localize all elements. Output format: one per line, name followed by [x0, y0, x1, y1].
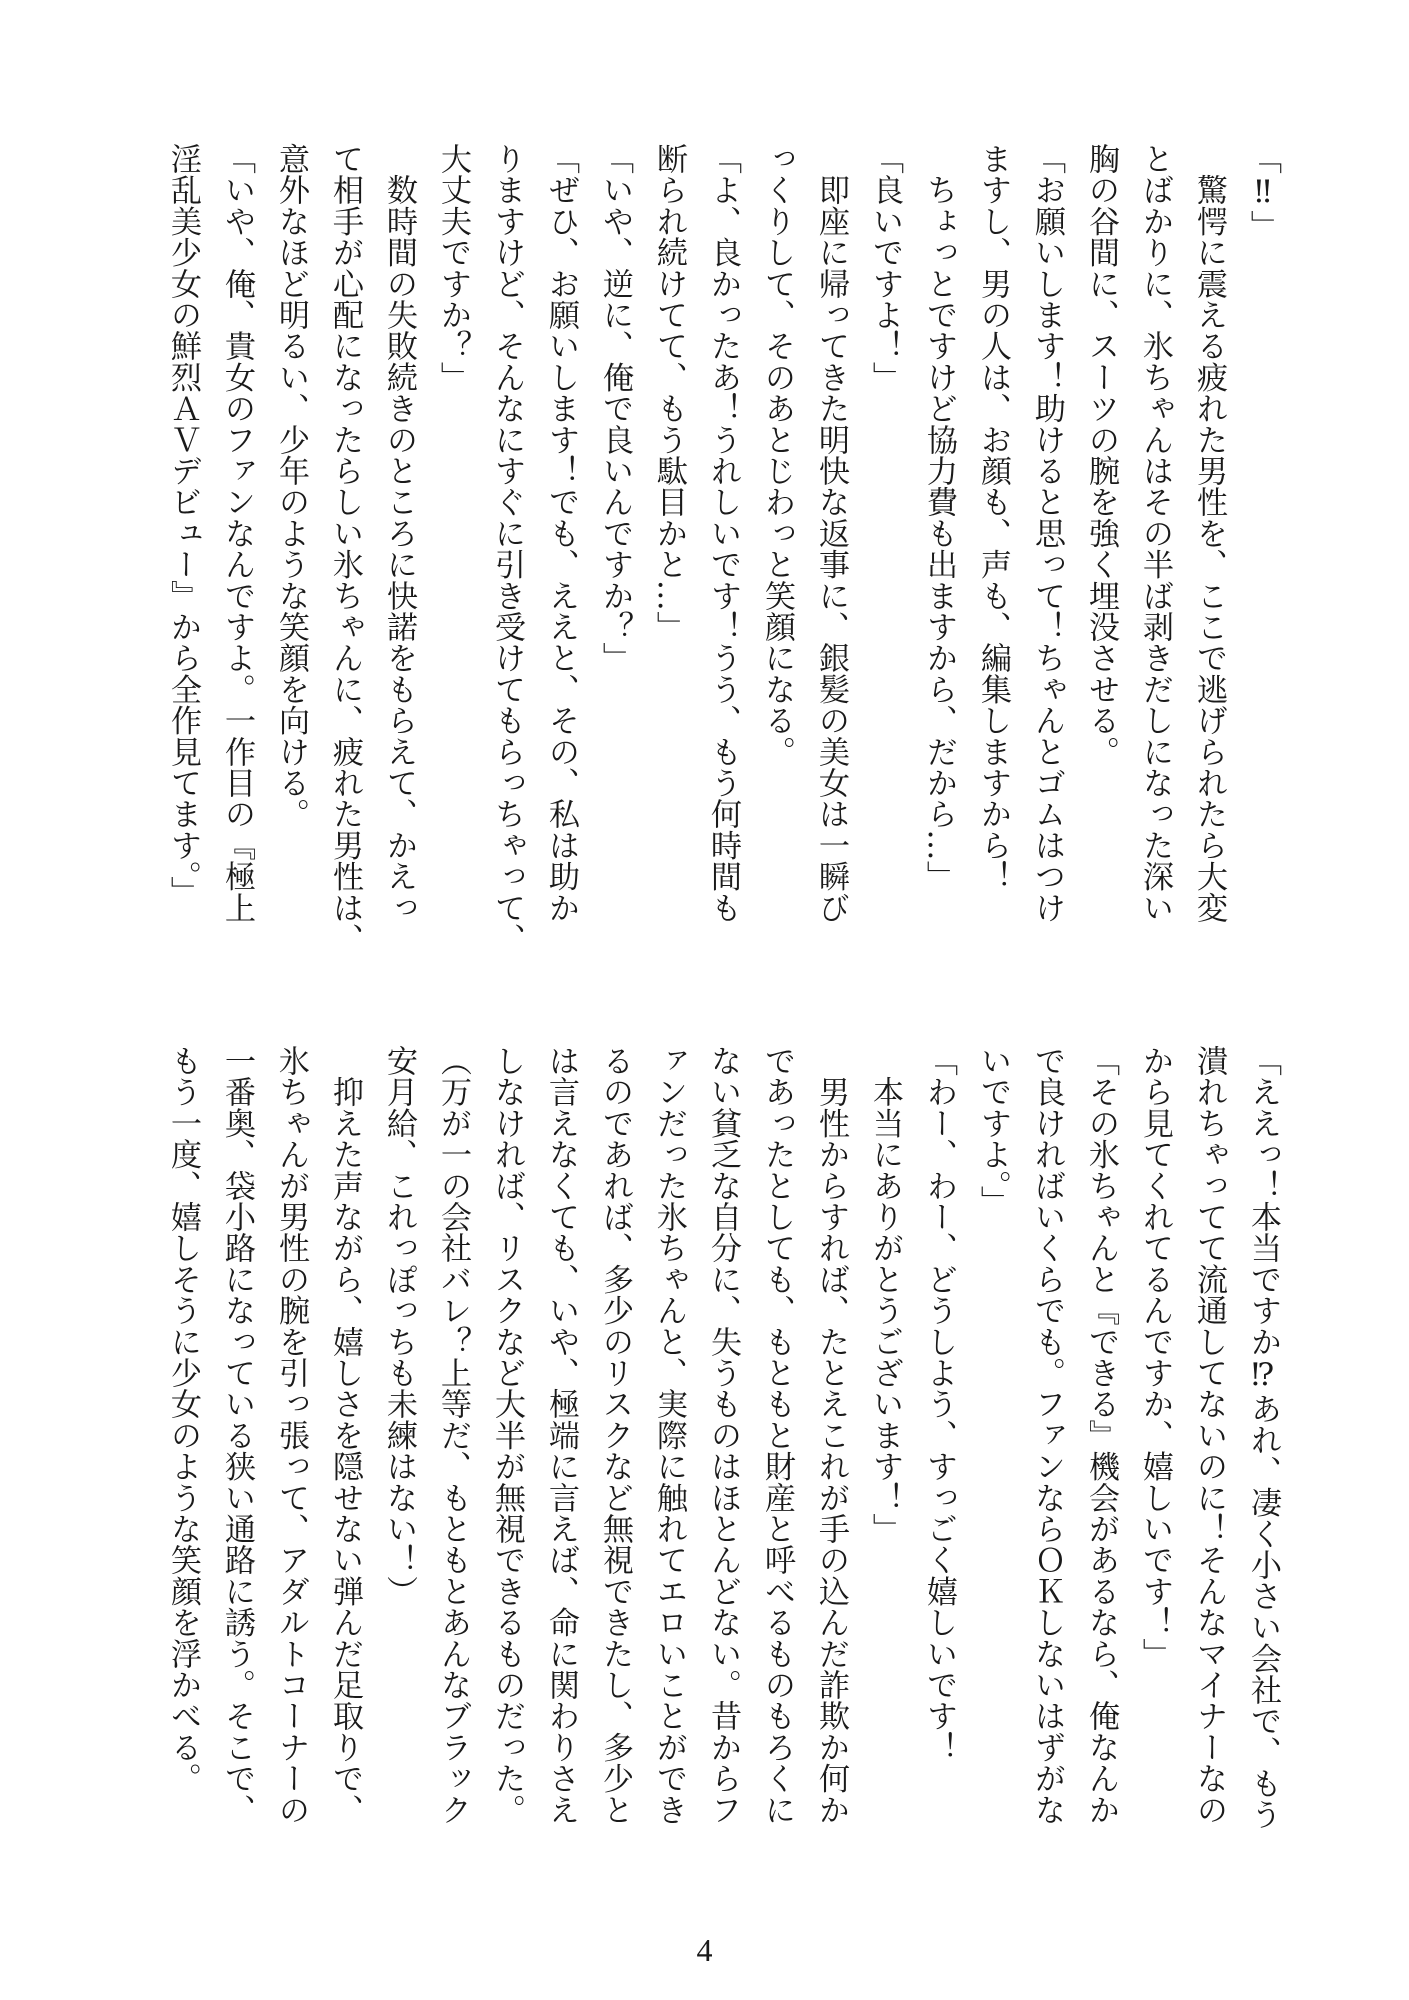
text-line: っくりして、そのあとじわっと笑顔になる。: [759, 143, 795, 767]
text-block-top: [156, 143, 1290, 955]
text-line: 抑えた声ながら、嬉しさを隠せない弾んだ足取りで、: [327, 1045, 363, 1825]
text-line: 男性からすれば、たとえこれが手の込んだ詐欺か何か: [813, 1045, 849, 1826]
text-line: 即座に帰ってきた明快な返事に、銀髪の美女は一瞬び: [813, 143, 849, 923]
text-line: 胸の谷間に、スーツの腕を強く埋没させる。: [1083, 143, 1119, 767]
text-line: から見てくれてるんですか、嬉しいです！」: [1137, 1045, 1173, 1669]
text-line: 安月給、これっぽっちも未練はない！）: [381, 1045, 417, 1607]
text-line: 「いや、逆に、俺で良いんですか？」: [597, 143, 633, 674]
text-line: 「‼」: [1245, 143, 1281, 242]
text-line: 潰れちゃってて流通してないのに！そんなマイナーなの: [1191, 1045, 1227, 1825]
text-line: 一番奥、袋小路になっている狭い通路に誘う。そこで、: [219, 1045, 255, 1825]
text-line: 意外なほど明るい、少年のような笑顔を向ける。: [273, 143, 309, 830]
text-line: 断られ続けてて、もう駄目かと…」: [651, 143, 687, 643]
text-line: であったとしても、もともと財産と呼べるものもろくに: [759, 1045, 795, 1825]
text-line: 「ぜひ、お願いします！でも、ええと、その、私は助か: [543, 143, 579, 923]
text-line: （万が一の会社バレ？上等だ、もともとあんなブラック: [435, 1045, 471, 1825]
text-line: ない貧乏な自分に、失うものはほとんどない。昔からフ: [705, 1045, 741, 1825]
text-line: ますし、男の人は、お顔も、声も、編集しますから！: [975, 143, 1011, 892]
text-line: ァンだった氷ちゃんと、実際に触れてエロいことができ: [651, 1045, 687, 1825]
text-line: とばかりに、氷ちゃんはその半ば剥きだしになった深い: [1137, 143, 1173, 923]
text-line: 本当にありがとうございます！」: [867, 1045, 903, 1545]
text-line: しなければ、リスクなど大半が無視できるものだった。: [489, 1045, 525, 1825]
text-block-bottom: [156, 1045, 1290, 1845]
text-line: 「お願いします！助けると思って！ちゃんとゴムはつけ: [1029, 143, 1065, 923]
text-line: 「わー、わー、どうしよう、すっごく嬉しいです！: [921, 1045, 957, 1763]
text-line: 「いや、俺、貴女のファンなんですよ。一作目の『極上: [219, 143, 255, 923]
text-line: 「よ、良かったあ！うれしいです！うう、もう何時間も: [705, 143, 741, 923]
text-line: いですよ。」: [975, 1045, 1011, 1217]
text-line: 大丈夫ですか？」: [435, 143, 471, 393]
text-line: 淫乱美少女の鮮烈ＡＶデビュー』から全作見てます。」: [165, 143, 201, 908]
text-line: 氷ちゃんが男性の腕を引っ張って、アダルトコーナーの: [273, 1045, 309, 1825]
text-line: 「ええっ！本当ですか⁉あれ、凄く小さい会社で、もう: [1245, 1045, 1281, 1830]
text-line: 驚愕に震える疲れた男性を、ここで逃げられたら大変: [1191, 143, 1227, 923]
text-line: 数時間の失敗続きのところに快諾をもらえて、かえっ: [381, 143, 417, 923]
text-line: て相手が心配になったらしい氷ちゃんに、疲れた男性は、: [327, 143, 363, 955]
text-line: は言えなくても、いや、極端に言えば、命に関わりさえ: [543, 1045, 579, 1825]
text-line: ちょっとですけど協力費も出ますから、だから…」: [921, 143, 957, 892]
text-line: もう一度、嬉しそうに少女のような笑顔を浮かべる。: [165, 1045, 201, 1794]
text-line: りますけど、そんなにすぐに引き受けてもらっちゃって、: [489, 143, 525, 955]
text-line: るのであれば、多少のリスクなど無視できたし、多少と: [597, 1045, 633, 1825]
text-line: 「良いですよ！」: [867, 143, 903, 393]
page-number: 4: [696, 1932, 713, 1968]
text-line: で良ければいくらでも。ファンならＯＫしないはずがな: [1029, 1045, 1065, 1825]
text-line: 「その氷ちゃんと『できる』機会があるなら、俺なんか: [1083, 1045, 1119, 1825]
